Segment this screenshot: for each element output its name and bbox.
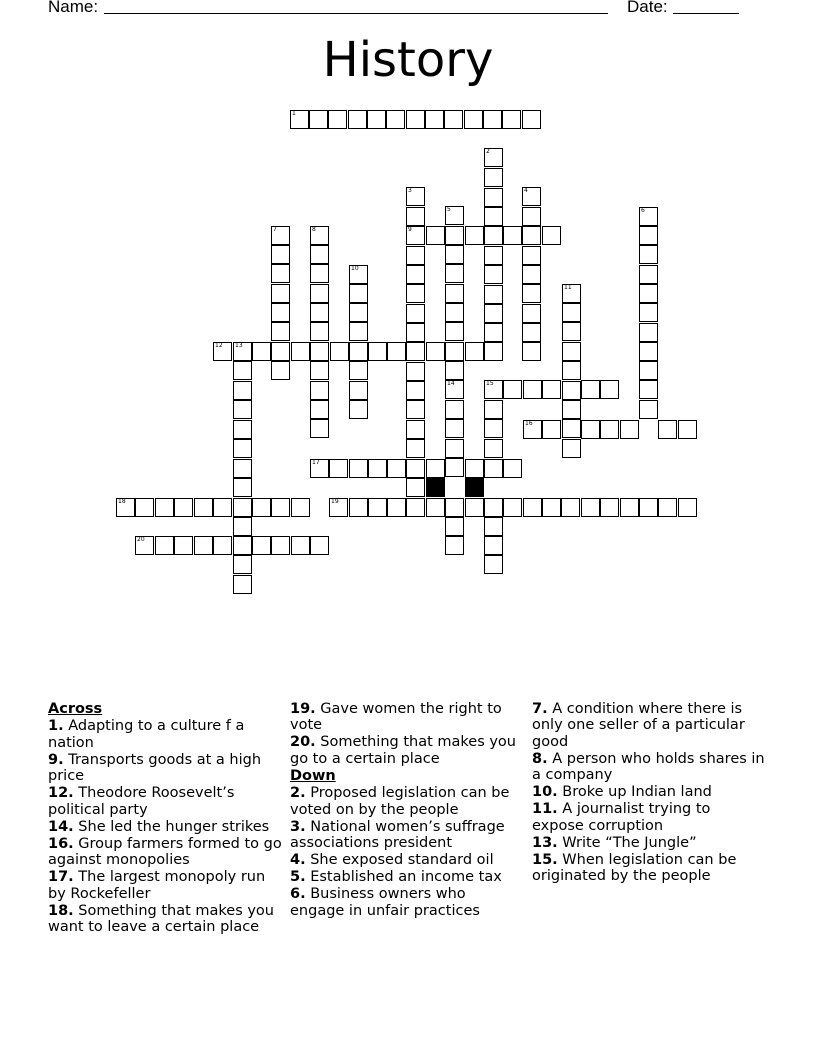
- clues-column-1: [48, 700, 282, 936]
- clue-number: 1: [292, 110, 296, 117]
- grid-cell[interactable]: [484, 188, 503, 207]
- grid-cell[interactable]: [484, 536, 503, 555]
- clue-number: 7.: [532, 700, 548, 717]
- grid-cell[interactable]: [600, 380, 619, 399]
- grid-cell[interactable]: [503, 226, 522, 245]
- grid-cell[interactable]: [349, 381, 368, 400]
- clue-item: [48, 819, 282, 836]
- clue-item: [290, 734, 524, 767]
- grid-cell[interactable]: [445, 322, 464, 341]
- grid-cell[interactable]: [562, 303, 581, 322]
- clue-number: 13.: [532, 834, 558, 851]
- clue-number: 20.: [290, 734, 316, 750]
- grid-cell[interactable]: [271, 226, 290, 245]
- clue-text: Group farmers formed to go against monopolies: [48, 835, 282, 868]
- clue-number: 11.: [532, 801, 558, 817]
- grid-cell[interactable]: [426, 459, 445, 478]
- clue-text: When legislation can be originated by the people: [532, 851, 737, 884]
- grid-cell[interactable]: [542, 498, 561, 517]
- grid-cell[interactable]: [310, 226, 329, 245]
- grid-cell[interactable]: [387, 498, 406, 517]
- grid-cell[interactable]: [444, 110, 463, 129]
- grid-cell[interactable]: [213, 342, 232, 361]
- grid-cell[interactable]: [465, 459, 484, 478]
- grid-cell[interactable]: [349, 284, 368, 303]
- clue-text: Business owners who engage in unfair practices: [290, 886, 480, 919]
- grid-cell[interactable]: [310, 303, 329, 322]
- grid-cell[interactable]: [522, 207, 541, 226]
- clues-column-3: [532, 700, 766, 885]
- grid-cell[interactable]: [484, 342, 503, 361]
- clue-number: 16: [525, 420, 533, 427]
- grid-cell[interactable]: [445, 439, 464, 458]
- grid-cell[interactable]: [387, 459, 406, 478]
- grid-cell[interactable]: [406, 420, 425, 439]
- grid-cell[interactable]: [484, 439, 503, 458]
- grid-cell[interactable]: [406, 246, 425, 265]
- grid-cell[interactable]: [658, 498, 677, 517]
- clue-text: Adapting to a culture f a nation: [48, 718, 245, 751]
- grid-cell[interactable]: [310, 361, 329, 380]
- grid-cell[interactable]: [233, 498, 252, 517]
- grid-cell[interactable]: [233, 381, 252, 400]
- grid-cell[interactable]: [562, 322, 581, 341]
- grid-cell[interactable]: [310, 342, 329, 361]
- grid-cell[interactable]: [310, 400, 329, 419]
- grid-cell[interactable]: [406, 342, 425, 361]
- grid-cell[interactable]: [522, 265, 541, 284]
- clue-number: 5: [447, 206, 451, 213]
- clue-item: [48, 752, 282, 785]
- grid-cell[interactable]: [522, 284, 541, 303]
- clue-text: Write “The Jungle”: [557, 834, 697, 851]
- grid-cell[interactable]: [271, 284, 290, 303]
- grid-cell[interactable]: [271, 245, 290, 264]
- grid-cell[interactable]: [368, 498, 387, 517]
- clue-number: 8.: [532, 750, 548, 767]
- grid-cell[interactable]: [445, 419, 464, 438]
- grid-cell[interactable]: [542, 226, 561, 245]
- clue-text: The largest monopoly run by Rockefeller: [48, 869, 266, 902]
- grid-cell[interactable]: [271, 342, 290, 361]
- grid-cell[interactable]: [639, 245, 658, 264]
- clue-number: 13: [235, 342, 243, 349]
- grid-cell[interactable]: [445, 245, 464, 264]
- grid-cell[interactable]: [233, 439, 252, 458]
- grid-cell[interactable]: [194, 498, 213, 517]
- grid-cell[interactable]: [368, 459, 387, 478]
- grid-cell[interactable]: [445, 303, 464, 322]
- grid-cell[interactable]: [174, 536, 193, 555]
- grid-cell[interactable]: [522, 246, 541, 265]
- grid-cell[interactable]: [581, 498, 600, 517]
- grid-cell[interactable]: [271, 303, 290, 322]
- clue-item: [48, 785, 282, 818]
- grid-cell[interactable]: [310, 284, 329, 303]
- grid-cell[interactable]: [465, 342, 484, 361]
- grid-cell[interactable]: [484, 226, 503, 245]
- clue-section-heading: Across: [48, 701, 103, 717]
- clue-number: 12.: [48, 785, 74, 801]
- clue-number: 4.: [290, 852, 306, 868]
- grid-cell[interactable]: [213, 498, 232, 517]
- grid-cell[interactable]: [349, 459, 368, 478]
- grid-cell[interactable]: [349, 265, 368, 284]
- grid-cell[interactable]: [426, 226, 445, 245]
- grid-cell[interactable]: [523, 420, 542, 439]
- grid-cell[interactable]: [135, 536, 154, 555]
- clue-number: 5.: [290, 869, 306, 885]
- clue-number: 19.: [290, 700, 316, 717]
- grid-cell[interactable]: [445, 264, 464, 283]
- grid-cell[interactable]: [465, 498, 484, 517]
- grid-cell[interactable]: [387, 342, 406, 361]
- clue-number: 4: [524, 187, 528, 194]
- clue-item: [290, 886, 524, 919]
- grid-cell[interactable]: [639, 303, 658, 322]
- clue-item: [48, 869, 282, 902]
- grid-cell[interactable]: [330, 342, 349, 361]
- clue-item: [48, 903, 282, 936]
- date-label: Date:: [627, 0, 668, 16]
- grid-cell[interactable]: [406, 323, 425, 342]
- grid-cell[interactable]: [155, 536, 174, 555]
- grid-cell[interactable]: [271, 322, 290, 341]
- grid-cell[interactable]: [678, 420, 697, 439]
- grid-cell[interactable]: [484, 459, 503, 478]
- grid-cell[interactable]: [406, 265, 425, 284]
- grid-cell[interactable]: [406, 439, 425, 458]
- clue-text: She exposed standard oil: [305, 852, 494, 868]
- grid-cell[interactable]: [329, 459, 348, 478]
- grid-cell[interactable]: [484, 246, 503, 265]
- grid-cell[interactable]: [271, 264, 290, 283]
- grid-cell[interactable]: [194, 536, 213, 555]
- grid-cell[interactable]: [522, 304, 541, 323]
- clue-text: Something that makes you want to leave a certain place: [48, 902, 274, 935]
- grid-cell[interactable]: [445, 400, 464, 419]
- grid-cell[interactable]: [562, 342, 581, 361]
- grid-cell[interactable]: [445, 284, 464, 303]
- grid-cell[interactable]: [349, 322, 368, 341]
- clue-number: 14: [447, 380, 455, 387]
- grid-cell[interactable]: [464, 110, 483, 129]
- grid-cell[interactable]: [310, 536, 329, 555]
- grid-cell[interactable]: [328, 110, 347, 129]
- grid-cell[interactable]: [465, 226, 484, 245]
- grid-cell[interactable]: [562, 419, 581, 438]
- grid-cell[interactable]: [310, 381, 329, 400]
- grid-cell[interactable]: [445, 206, 464, 225]
- grid-cell[interactable]: [484, 323, 503, 342]
- grid-cell[interactable]: [116, 498, 135, 517]
- grid-cell[interactable]: [349, 361, 368, 380]
- grid-cell[interactable]: [445, 361, 464, 380]
- grid-cell[interactable]: [349, 400, 368, 419]
- clue-number: 3: [408, 187, 412, 194]
- grid-cell[interactable]: [484, 168, 503, 187]
- grid-cell[interactable]: [562, 284, 581, 303]
- grid-cell[interactable]: [502, 110, 521, 129]
- grid-cell[interactable]: [503, 459, 522, 478]
- grid-cell[interactable]: [233, 478, 252, 497]
- clue-text: Established an income tax: [305, 869, 502, 885]
- grid-cell[interactable]: [271, 536, 290, 555]
- black-square: [426, 478, 445, 497]
- clue-text: Something that makes you go to a certain place: [290, 734, 516, 767]
- grid-cell[interactable]: [174, 498, 193, 517]
- grid-cell[interactable]: [522, 226, 541, 245]
- grid-cell[interactable]: [562, 400, 581, 419]
- grid-cell[interactable]: [445, 226, 464, 245]
- clue-text: Theodore Roosevelt’s political party: [48, 785, 235, 818]
- clue-text: National women’s suffrage associations president: [290, 818, 505, 851]
- grid-cell[interactable]: [367, 110, 386, 129]
- grid-cell[interactable]: [310, 245, 329, 264]
- clue-text: Proposed legislation can be voted on by the people: [290, 785, 510, 818]
- grid-cell[interactable]: [445, 458, 464, 477]
- clue-number: 18: [118, 498, 126, 505]
- grid-cell[interactable]: [484, 207, 503, 226]
- grid-cell[interactable]: [522, 342, 541, 361]
- grid-cell[interactable]: [233, 342, 252, 361]
- clue-number: 8: [312, 226, 316, 233]
- grid-cell[interactable]: [233, 536, 252, 555]
- clue-item: [532, 751, 766, 784]
- grid-cell[interactable]: [503, 380, 522, 399]
- grid-cell[interactable]: [522, 187, 541, 206]
- grid-cell[interactable]: [252, 536, 271, 555]
- clue-number: 16.: [48, 835, 74, 852]
- grid-cell[interactable]: [252, 342, 271, 361]
- grid-cell[interactable]: [233, 459, 252, 478]
- grid-cell[interactable]: [503, 498, 522, 517]
- grid-cell[interactable]: [445, 536, 464, 555]
- grid-cell[interactable]: [562, 439, 581, 458]
- grid-cell[interactable]: [562, 381, 581, 400]
- name-label: Name:: [48, 0, 99, 16]
- grid-cell[interactable]: [386, 110, 405, 129]
- grid-cell[interactable]: [406, 362, 425, 381]
- grid-cell[interactable]: [426, 342, 445, 361]
- grid-cell[interactable]: [561, 498, 580, 517]
- grid-cell[interactable]: [562, 361, 581, 380]
- grid-cell[interactable]: [425, 110, 444, 129]
- grid-cell[interactable]: [639, 498, 658, 517]
- grid-cell[interactable]: [349, 342, 368, 361]
- grid-cell[interactable]: [406, 478, 425, 497]
- grid-cell[interactable]: [639, 400, 658, 419]
- grid-cell[interactable]: [639, 323, 658, 342]
- grid-cell[interactable]: [233, 575, 252, 594]
- clue-number: 10: [351, 265, 359, 272]
- grid-cell[interactable]: [406, 459, 425, 478]
- clue-number: 9.: [48, 751, 64, 768]
- grid-cell[interactable]: [523, 498, 542, 517]
- black-square: [465, 478, 484, 497]
- clue-item: [532, 852, 766, 885]
- grid-cell[interactable]: [600, 420, 619, 439]
- grid-cell[interactable]: [310, 459, 329, 478]
- grid-cell[interactable]: [368, 342, 387, 361]
- grid-cell[interactable]: [639, 342, 658, 361]
- grid-cell[interactable]: [639, 380, 658, 399]
- grid-cell[interactable]: [309, 110, 328, 129]
- clue-item: [290, 701, 524, 734]
- grid-cell[interactable]: [426, 498, 445, 517]
- grid-cell[interactable]: [620, 420, 639, 439]
- clue-number: 17: [312, 459, 320, 466]
- clue-number: 19: [331, 498, 339, 505]
- clue-item: [290, 869, 524, 886]
- grid-cell[interactable]: [542, 420, 561, 439]
- clue-number: 6: [641, 207, 645, 214]
- grid-cell[interactable]: [484, 304, 503, 323]
- grid-cell[interactable]: [406, 226, 425, 245]
- clue-item: [532, 701, 766, 751]
- grid-cell[interactable]: [445, 498, 464, 517]
- clue-number: 3.: [290, 818, 306, 835]
- grid-cell[interactable]: [213, 536, 232, 555]
- grid-cell[interactable]: [406, 304, 425, 323]
- clue-item: [532, 784, 766, 801]
- grid-cell[interactable]: [329, 498, 348, 517]
- clue-number: 18.: [48, 902, 74, 919]
- grid-cell[interactable]: [484, 285, 503, 304]
- clue-number: 10.: [532, 784, 558, 800]
- clue-number: 2.: [290, 785, 306, 801]
- grid-cell[interactable]: [349, 498, 368, 517]
- clue-number: 9: [408, 226, 412, 233]
- grid-cell[interactable]: [233, 361, 252, 380]
- clue-number: 20: [137, 536, 145, 543]
- clue-text: Broke up Indian land: [557, 784, 712, 800]
- grid-cell[interactable]: [484, 265, 503, 284]
- grid-cell[interactable]: [406, 207, 425, 226]
- clue-number: 1.: [48, 718, 64, 734]
- clue-item: [532, 801, 766, 834]
- grid-cell[interactable]: [484, 555, 503, 574]
- clue-item: [290, 819, 524, 852]
- grid-cell[interactable]: [348, 110, 367, 129]
- grid-cell[interactable]: [484, 380, 503, 399]
- clue-number: 12: [215, 342, 223, 349]
- grid-cell[interactable]: [233, 420, 252, 439]
- grid-cell[interactable]: [542, 380, 561, 399]
- grid-cell[interactable]: [349, 303, 368, 322]
- grid-cell[interactable]: [445, 517, 464, 536]
- grid-cell[interactable]: [252, 498, 271, 517]
- clue-number: 6.: [290, 886, 306, 902]
- clue-number: 11: [564, 284, 572, 291]
- grid-cell[interactable]: [233, 400, 252, 419]
- grid-cell[interactable]: [523, 380, 542, 399]
- grid-cell[interactable]: [406, 187, 425, 206]
- grid-cell[interactable]: [310, 322, 329, 341]
- clue-item: [48, 718, 282, 751]
- grid-cell[interactable]: [639, 226, 658, 245]
- grid-cell[interactable]: [271, 498, 290, 517]
- grid-cell[interactable]: [484, 517, 503, 536]
- page-title: History: [322, 32, 494, 88]
- grid-cell[interactable]: [484, 419, 503, 438]
- grid-cell[interactable]: [445, 380, 464, 399]
- grid-cell[interactable]: [406, 400, 425, 419]
- grid-cell[interactable]: [522, 323, 541, 342]
- clue-item: [290, 785, 524, 818]
- grid-cell[interactable]: [291, 342, 310, 361]
- grid-cell[interactable]: [484, 400, 503, 419]
- grid-cell[interactable]: [658, 420, 677, 439]
- grid-cell[interactable]: [233, 555, 252, 574]
- grid-cell[interactable]: [581, 380, 600, 399]
- grid-cell[interactable]: [639, 284, 658, 303]
- grid-cell[interactable]: [406, 381, 425, 400]
- clue-text: A person who holds shares in a company: [532, 750, 765, 783]
- clues-column-2: [290, 700, 524, 919]
- grid-cell[interactable]: [406, 110, 425, 129]
- grid-cell[interactable]: [445, 342, 464, 361]
- clue-number: 14.: [48, 818, 74, 835]
- grid-cell[interactable]: [484, 148, 503, 167]
- clue-text: Gave women the right to vote: [290, 700, 502, 733]
- clue-item: [48, 836, 282, 869]
- clue-number: 15.: [532, 851, 558, 868]
- grid-cell[interactable]: [678, 498, 697, 517]
- grid-cell[interactable]: [522, 110, 541, 129]
- clue-number: 17.: [48, 869, 74, 885]
- clue-text: She led the hunger strikes: [73, 818, 270, 835]
- grid-cell[interactable]: [406, 498, 425, 517]
- grid-cell[interactable]: [483, 110, 502, 129]
- clue-section-heading: Down: [290, 768, 336, 784]
- clue-text: A journalist trying to expose corruption: [532, 801, 711, 834]
- clue-text: A condition where there is only one seller of a particular good: [532, 700, 745, 750]
- grid-cell[interactable]: [581, 420, 600, 439]
- grid-cell[interactable]: [290, 110, 309, 129]
- grid-cell[interactable]: [291, 498, 310, 517]
- clue-text: Transports goods at a high price: [48, 751, 262, 784]
- grid-cell[interactable]: [639, 265, 658, 284]
- grid-cell[interactable]: [291, 536, 310, 555]
- grid-cell[interactable]: [310, 419, 329, 438]
- grid-cell[interactable]: [639, 361, 658, 380]
- grid-cell[interactable]: [484, 498, 503, 517]
- grid-cell[interactable]: [406, 284, 425, 303]
- grid-cell[interactable]: [600, 498, 619, 517]
- clue-item: [290, 852, 524, 869]
- grid-cell[interactable]: [155, 498, 174, 517]
- clue-number: 2: [486, 148, 490, 155]
- grid-cell[interactable]: [135, 498, 154, 517]
- grid-cell[interactable]: [639, 207, 658, 226]
- grid-cell[interactable]: [271, 361, 290, 380]
- clue-number: 7: [273, 226, 277, 233]
- clue-item: [532, 835, 766, 852]
- grid-cell[interactable]: [310, 264, 329, 283]
- grid-cell[interactable]: [620, 498, 639, 517]
- grid-cell[interactable]: [233, 517, 252, 536]
- clue-number: 15: [486, 380, 494, 387]
